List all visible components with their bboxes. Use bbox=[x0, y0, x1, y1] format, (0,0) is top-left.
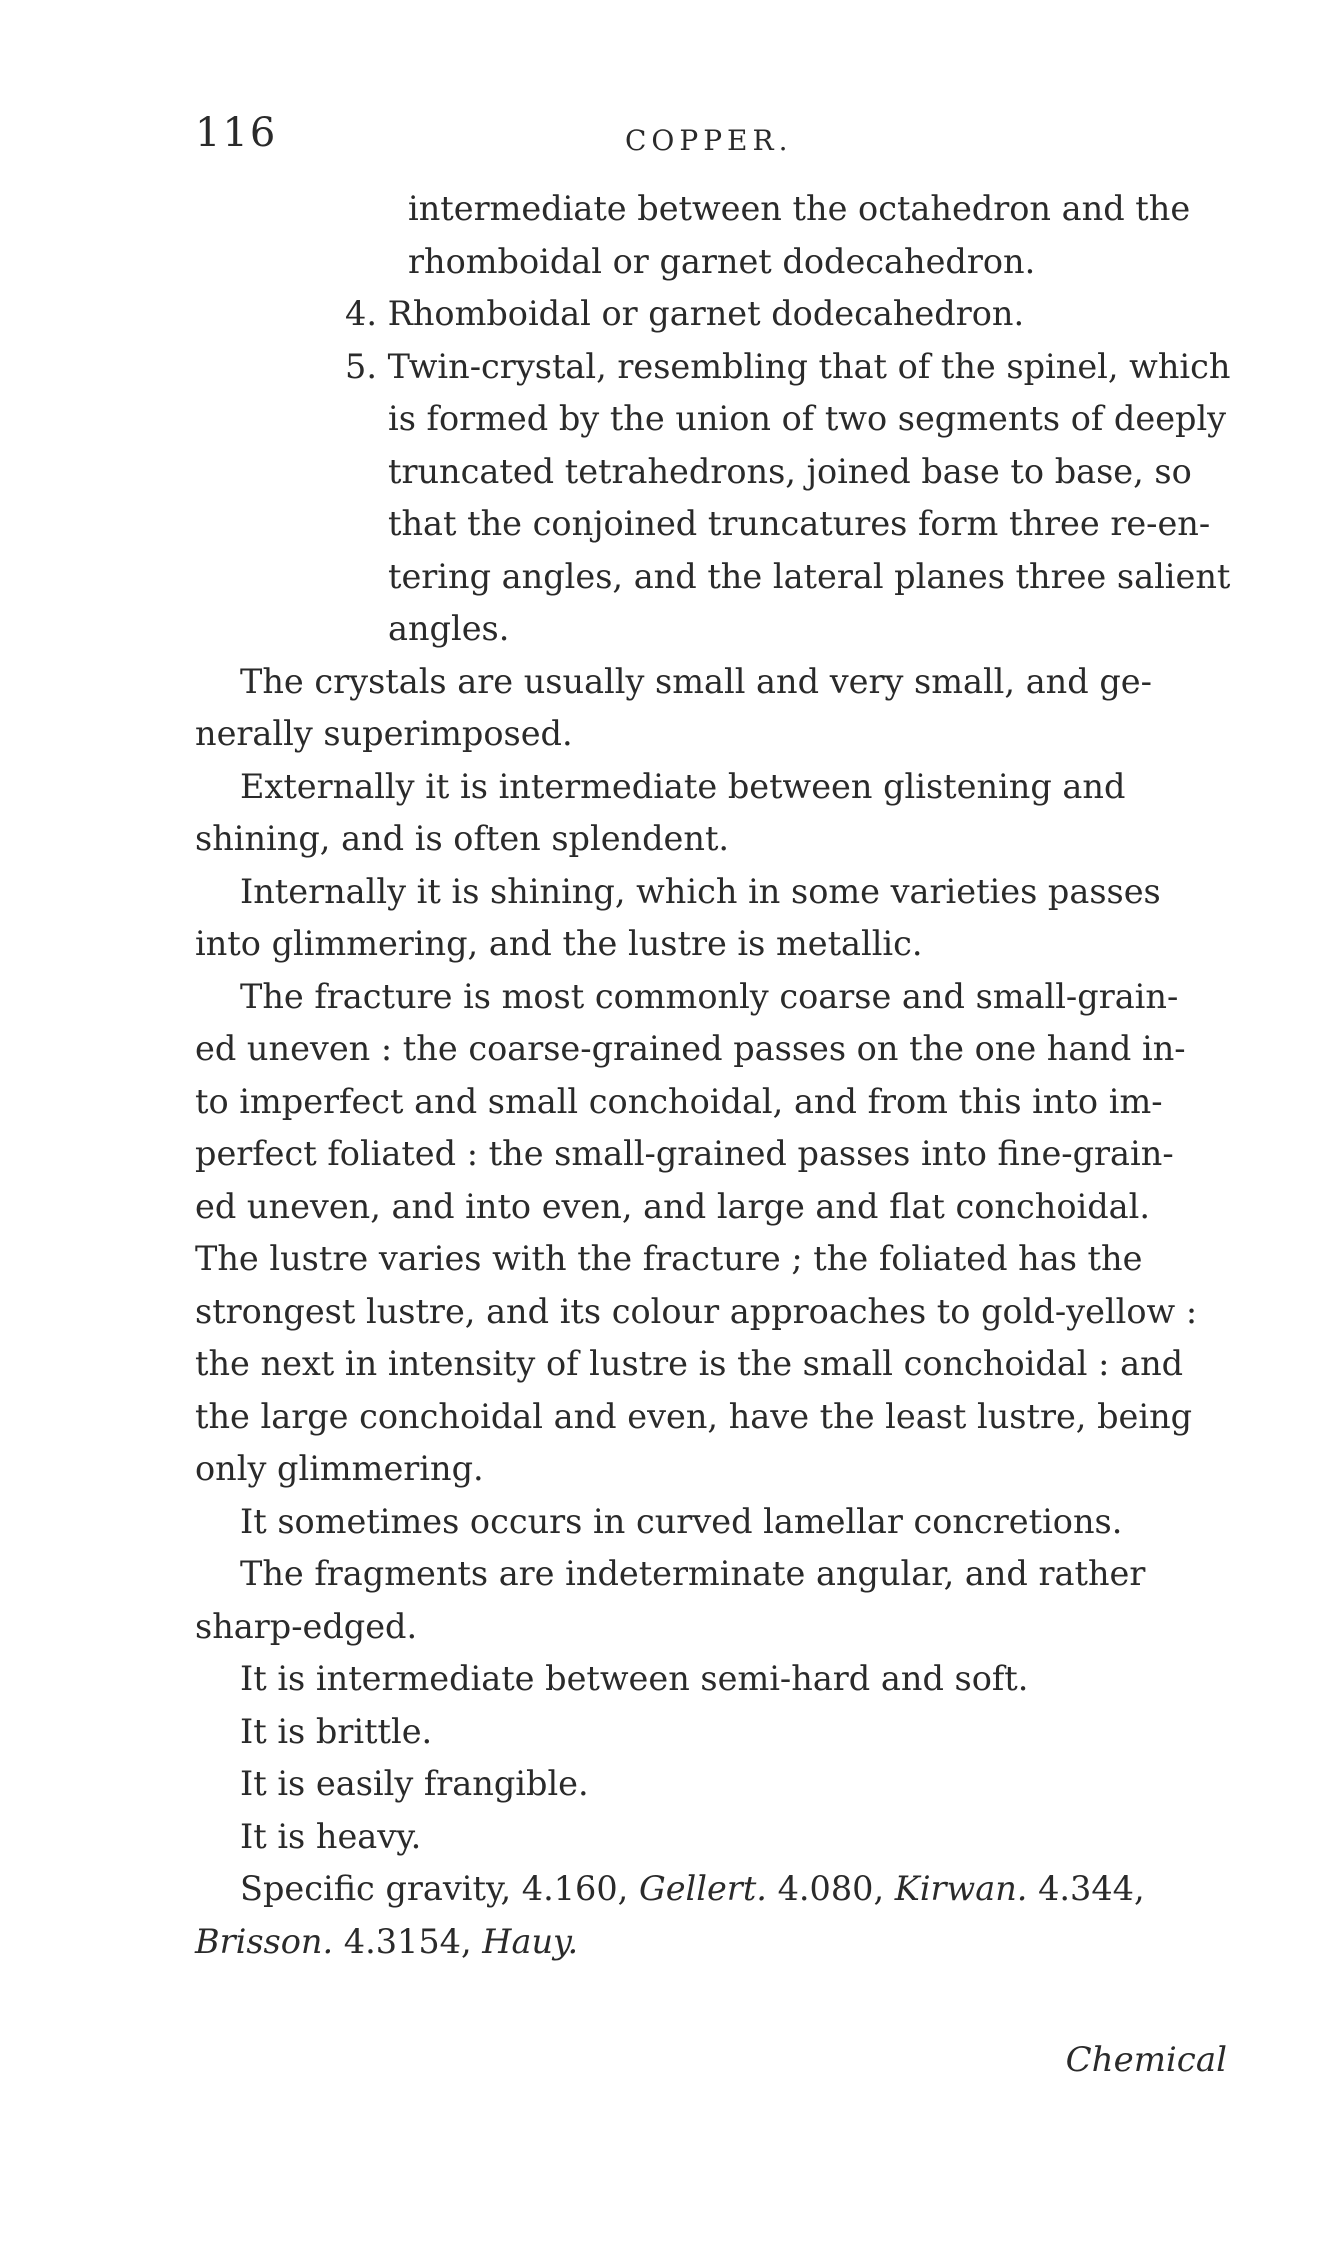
paragraph-start: The fracture is most commonly coarse and small-grain- bbox=[240, 976, 1179, 1016]
text-line: is formed by the union of two segments of deeply bbox=[388, 399, 1227, 438]
text-line: sharp-edged. bbox=[195, 1606, 418, 1646]
text-line: perfect foliated : the small-grained passes into fine-grain- bbox=[195, 1134, 1174, 1173]
page-body bbox=[195, 183, 1235, 1968]
text-line: angles. bbox=[388, 609, 510, 648]
page-header bbox=[195, 110, 1235, 170]
paragraph-start: It sometimes occurs in curved lamellar concretions. bbox=[240, 1501, 1123, 1541]
list-item-4: 4. Rhomboidal or garnet dodecahedron. bbox=[345, 294, 1025, 333]
catchword: Chemical bbox=[1065, 2040, 1227, 2080]
gravity-text: Specific gravity, 4.160, bbox=[240, 1869, 639, 1908]
gravity-text: 4.080, bbox=[766, 1869, 895, 1908]
text-line: The lustre varies with the fracture ; the foliated has the bbox=[195, 1239, 1143, 1278]
text-line: strongest lustre, and its colour approaches to gold-yellow : bbox=[195, 1291, 1198, 1331]
paragraph-start: It is heavy. bbox=[240, 1816, 422, 1856]
paragraph-start: Externally it is intermediate between glistening and bbox=[240, 766, 1126, 806]
specific-gravity-line-2 bbox=[195, 1916, 1235, 1969]
running-head: COPPER. bbox=[625, 124, 793, 157]
gravity-text: 4.344, bbox=[1027, 1869, 1145, 1908]
text-line: only glimmering. bbox=[195, 1449, 484, 1488]
text-line: the large conchoidal and even, have the least lustre, being bbox=[195, 1396, 1193, 1436]
text-line: to imperfect and small conchoidal, and from this into im- bbox=[195, 1081, 1163, 1121]
paragraph-start: Internally it is shining, which in some varieties passes bbox=[240, 871, 1161, 911]
text-line: shining, and is often splendent. bbox=[195, 819, 730, 858]
text-line: that the conjoined truncatures form three re-en- bbox=[388, 504, 1211, 543]
text-line: truncated tetrahedrons, joined base to base, so bbox=[388, 451, 1192, 491]
paragraph-start: It is intermediate between semi-hard and soft. bbox=[240, 1659, 1029, 1698]
text-line: tering angles, and the lateral planes three salient bbox=[388, 556, 1231, 596]
text-line: rhomboidal or garnet dodecahedron. bbox=[408, 241, 1036, 281]
text-line: intermediate between the octahedron and the bbox=[408, 189, 1191, 228]
paragraph-start: The crystals are usually small and very small, and ge- bbox=[240, 661, 1152, 701]
text-line: ed uneven : the coarse-grained passes on the one hand in- bbox=[195, 1029, 1186, 1068]
list-item-5: 5. Twin-crystal, resembling that of the spinel, which bbox=[345, 346, 1231, 386]
text-line: nerally superimposed. bbox=[195, 714, 573, 753]
specific-gravity-line bbox=[195, 1863, 1235, 1916]
paragraph-start: It is easily frangible. bbox=[240, 1764, 589, 1803]
author-name: Hauy. bbox=[482, 1921, 579, 1961]
gravity-text: 4.3154, bbox=[333, 1921, 483, 1961]
text-line: into glimmering, and the lustre is metallic. bbox=[195, 924, 923, 963]
author-name: Gellert. bbox=[638, 1869, 767, 1908]
text-line: ed uneven, and into even, and large and flat conchoidal. bbox=[195, 1186, 1151, 1226]
paragraph-start: It is brittle. bbox=[240, 1711, 433, 1751]
author-name: Kirwan. bbox=[894, 1869, 1028, 1908]
author-name: Brisson. bbox=[195, 1921, 334, 1961]
paragraph-start: The fragments are indeterminate angular, and rather bbox=[240, 1554, 1146, 1593]
page-number: 116 bbox=[195, 110, 278, 156]
text-line: the next in intensity of lustre is the small conchoidal : and bbox=[195, 1344, 1184, 1383]
